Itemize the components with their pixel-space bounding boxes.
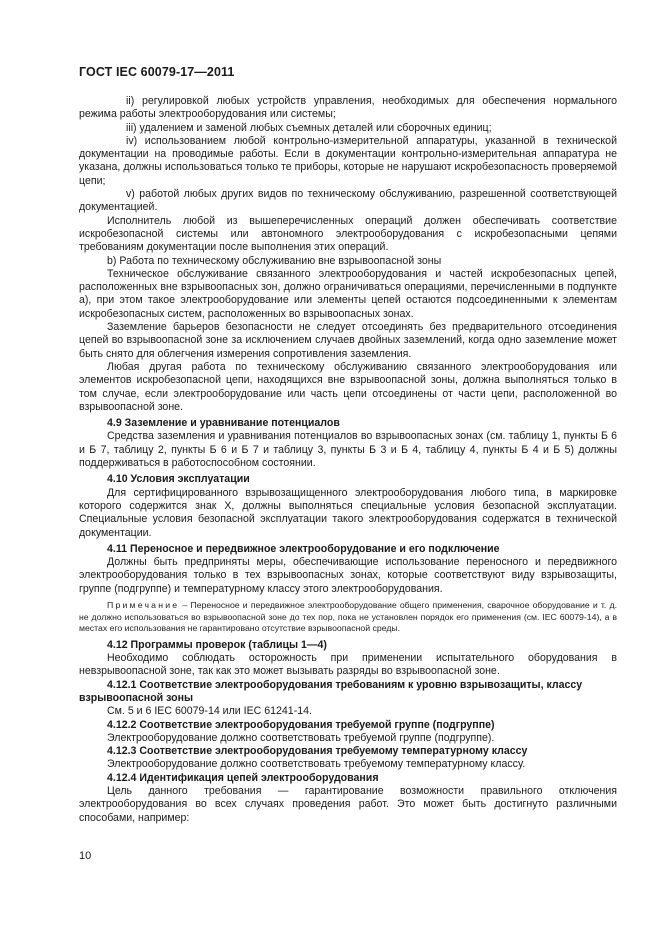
paragraph: Заземление барьеров безопасности не следует отсоединять без предварительного отсоединения цепей во взрывоопасной зоне за исключением случаев двойных заземлений, когда одно заземление может быть снято для облегчения измерения сопротивления заземления. — [79, 321, 617, 360]
section-heading-4-9: 4.9 Заземление и уравнивание потенциалов — [107, 417, 340, 430]
page-number: 10 — [79, 850, 92, 862]
section-heading-4-12-3: 4.12.3 Соответствие электрооборудования требуемому температурному классу — [107, 745, 528, 758]
paragraph: Для сертифицированного взрывозащищенного электрооборудования любого типа, в маркировке которого содержится знак X, должны выполняться специальные условия безопасной эксплуатации. Специальные условия безопасной эксплуатации такого электрооборудования содержатся в технической документации. — [79, 486, 617, 539]
paragraph: Исполнитель любой из вышеперечисленных операций должен обеспечивать соответствие искробезопасной системы или автономного электрооборудования с искробезопасными цепями требованиям документации после выполнения этих операций. — [79, 214, 617, 254]
paragraph: См. 5 и 6 IEC 60079-14 или IEC 61241-14. — [107, 705, 312, 718]
paragraph: Любая другая работа по техническому обслуживанию связанного электрооборудования или элементов искробезопасной цепи, находящихся вне взрывоопасной зоны, должна выполняться только в том случае, если электрооборудование или часть цепи отсоединены от части цепи, расположенной во взрывоопасной зоне. — [79, 360, 617, 413]
note-text: – Переносное и передвижное электрооборудование общего применения, сварочное оборудование и т. д. не должно использоваться во взрывоопасной зоне до тех пор, пока не установлен порядок его применения (см. IEC 60079-14), а в местах его использования не гарантировано отсутствие взрывоопасной среды. — [79, 599, 617, 634]
list-item-iii: iii) удалением и заменой любых съемных деталей или сборочных единиц; — [126, 121, 492, 134]
paragraph: Цель данного требования — гарантирование возможности правильного отключения электрооборудования во всех случаях проведения работ. Это может быть достигнуто различными способами, например: — [79, 785, 617, 824]
document-body — [79, 95, 617, 825]
paragraph: Электрооборудование должно соответствовать требуемой группе (подгруппе). — [107, 731, 495, 744]
paragraph: Должны быть предприняты меры, обеспечивающие использование переносного и передвижного электрооборудования только в тех взрывоопасных зонах, которые соответствуют виду взрывозащиты, группе (подгруппе) и температурному классу этого электрооборудования. — [79, 556, 617, 595]
note — [79, 600, 617, 635]
paragraph: Средства заземления и уравнивания потенциалов во взрывоопасных зонах (см. таблицу 1, пункты Б 6 и Б 7, таблицу 2, пункты Б 6 и Б 7 и таблицу 3, пункты Б 3 и Б 4, таблицу 4, пункты Б 4 и Б 5) должны поддерживаться в работоспособном состоянии. — [79, 430, 617, 470]
section-heading-4-10: 4.10 Условия эксплуатации — [107, 473, 250, 486]
document-header: ГОСТ IEC 60079-17—2011 — [79, 65, 235, 79]
section-heading-4-12: 4.12 Программы проверок (таблицы 1—4) — [107, 638, 327, 651]
section-heading-4-11: 4.11 Переносное и передвижное электрооборудование и его подключение — [107, 542, 500, 555]
list-item-ii: ii) регулировкой любых устройств управления, необходимых для обеспечения нормального режима работы электрооборудования или системы; — [79, 95, 617, 121]
list-item-iv: iv) использованием любой контрольно-измерительной аппаратуры, указанной в технической документации на проводимые работы. Если в документации контрольно-измерительная аппаратура не указана, должны использоваться только те приборы, которые не нарушают искробезопасность проверяемой цепи; — [79, 134, 617, 187]
section-heading-4-12-2: 4.12.2 Соответствие электрооборудования требуемой группе (подгруппе) — [107, 718, 495, 731]
section-heading-4-12-1: 4.12.1 Соответствие электрооборудования требованиям к уровню взрывозащиты, классу взрывоопасной зоны — [79, 678, 583, 704]
paragraph: Техническое обслуживание связанного электрооборудования и частей искробезопасных цепей, расположенных вне взрывоопасных зон, должно ограничиваться операциями, перечисленными в подпункте а), при этом такое электрооборудование или элементы цепей остаются подсоединенными к элементам искробезопасных систем, расположенных во взрывоопасных зонах. — [79, 267, 617, 320]
paragraph: Необходимо соблюдать осторожность при применении испытательного оборудования в невзрывоопасной зоне, так как это может вызывать разряды во взрывоопасной зоне. — [79, 652, 617, 678]
paragraph: Электрооборудование должно соответствовать требуемому температурному классу. — [107, 758, 526, 771]
section-heading-4-12-4: 4.12.4 Идентификация цепей электрооборудования — [107, 771, 379, 784]
subsection-b-heading: b) Работа по техническому обслуживанию вне взрывоопасной зоны — [107, 254, 442, 267]
note-label: Примечание — [107, 599, 180, 610]
list-item-v: v) работой любых других видов по техническому обслуживанию, разрешенной соответствующей документацией. — [79, 188, 617, 214]
